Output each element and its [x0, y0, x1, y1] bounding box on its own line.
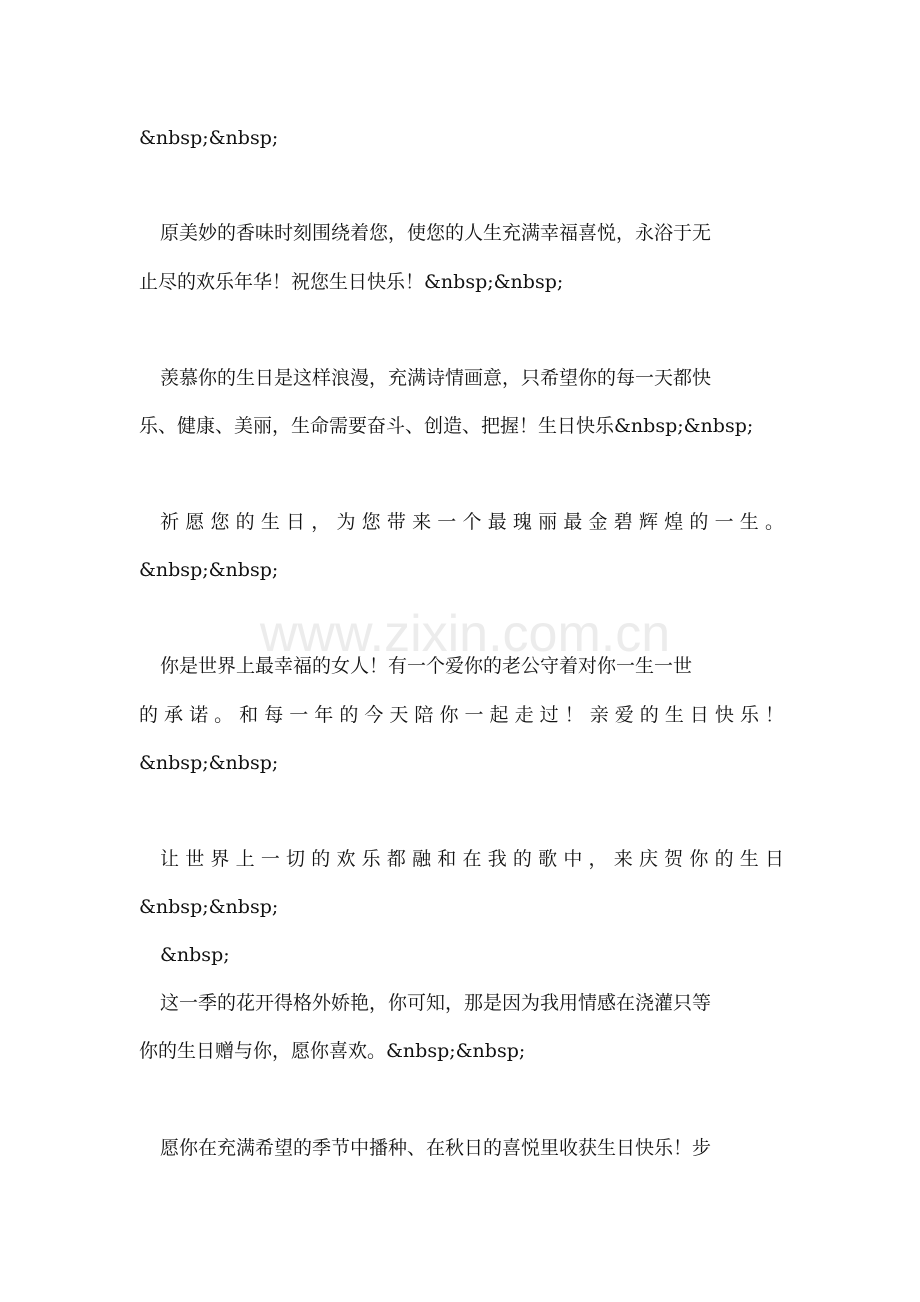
- text-line: 原美妙的香味时刻围绕着您，使您的人生充满幸福喜悦，永浴于无: [160, 222, 712, 244]
- text-line: 愿你在充满希望的季节中播种、在秋日的喜悦里收获生日快乐！步: [160, 1137, 712, 1159]
- text-line: &nbsp;&nbsp;: [139, 896, 279, 918]
- text-line: &nbsp;&nbsp;: [139, 559, 279, 581]
- text-line: 让世界上一切的欢乐都融和在我的歌中，来庆贺你的生日: [160, 848, 784, 870]
- text-line: 你是世界上最幸福的女人！有一个爱你的老公守着对你一生一世: [160, 655, 693, 677]
- text-line: 的承诺。和每一年的今天陪你一起走过！亲爱的生日快乐！: [139, 704, 784, 726]
- text-line: 止尽的欢乐年华！祝您生日快乐！&nbsp;&nbsp;: [139, 271, 564, 293]
- text-line: &nbsp;&nbsp;: [139, 752, 279, 774]
- text-line: 这一季的花开得格外娇艳，你可知，那是因为我用情感在浇灌只等: [160, 992, 712, 1014]
- text-line: &nbsp;: [160, 944, 230, 966]
- text-line: 乐、健康、美丽，生命需要奋斗、创造、把握！生日快乐&nbsp;&nbsp;: [139, 415, 754, 437]
- text-line: 你的生日赠与你，愿你喜欢。&nbsp;&nbsp;: [139, 1040, 526, 1062]
- text-line: 羡慕你的生日是这样浪漫，充满诗情画意，只希望你的每一天都快: [160, 367, 712, 389]
- text-line: &nbsp;&nbsp;: [139, 127, 279, 149]
- watermark: www.zixin.com.cn: [259, 605, 671, 663]
- text-line: 祈愿您的生日，为您带来一个最瑰丽最金碧辉煌的一生。: [160, 511, 784, 533]
